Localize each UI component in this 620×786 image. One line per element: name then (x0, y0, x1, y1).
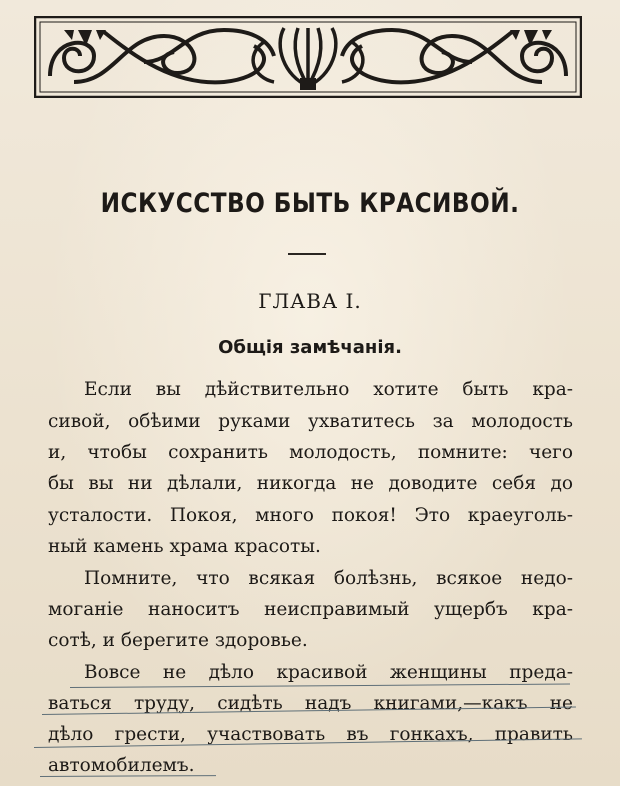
title-divider (288, 253, 326, 255)
text-line: моганіе наноситъ неисправимый ущербъ кра- (48, 599, 573, 620)
text-line-underlined: ваться труду, сидѣть надъ книгами,—какъ не (48, 693, 573, 714)
text-line: Если вы дѣйствительно хотите быть кра- (84, 379, 573, 400)
text-line: и, чтобы сохранить молодость, помните: чего (48, 442, 573, 463)
chapter-heading: ГЛАВА I. (258, 289, 362, 313)
text-line-underlined: Вовсе не дѣло красивой женщины преда- (84, 662, 573, 683)
book-title: ИСКУССТВО БЫТЬ КРАСИВОЙ. (100, 188, 520, 219)
text-line: сивой, обѣими руками ухватитесь за молодость (48, 411, 573, 432)
text-line-underlined: дѣло грести, участвовать въ гонкахъ, править (48, 724, 573, 745)
text-line: Помните, что всякая болѣзнь, всякое недо- (84, 568, 573, 589)
text-line: бы вы ни дѣлали, никогда не доводите себя до (48, 473, 573, 494)
section-heading: Общія замѣчанія. (218, 337, 402, 358)
text-line: усталости. Покоя, много покоя! Это краеуголь- (48, 505, 573, 526)
text-line-underlined: автомобилемъ. (48, 755, 195, 776)
ornament-header (34, 16, 582, 98)
text-line: ный камень храма красоты. (48, 536, 321, 557)
text-line: сотѣ, и берегите здоровье. (48, 630, 308, 651)
